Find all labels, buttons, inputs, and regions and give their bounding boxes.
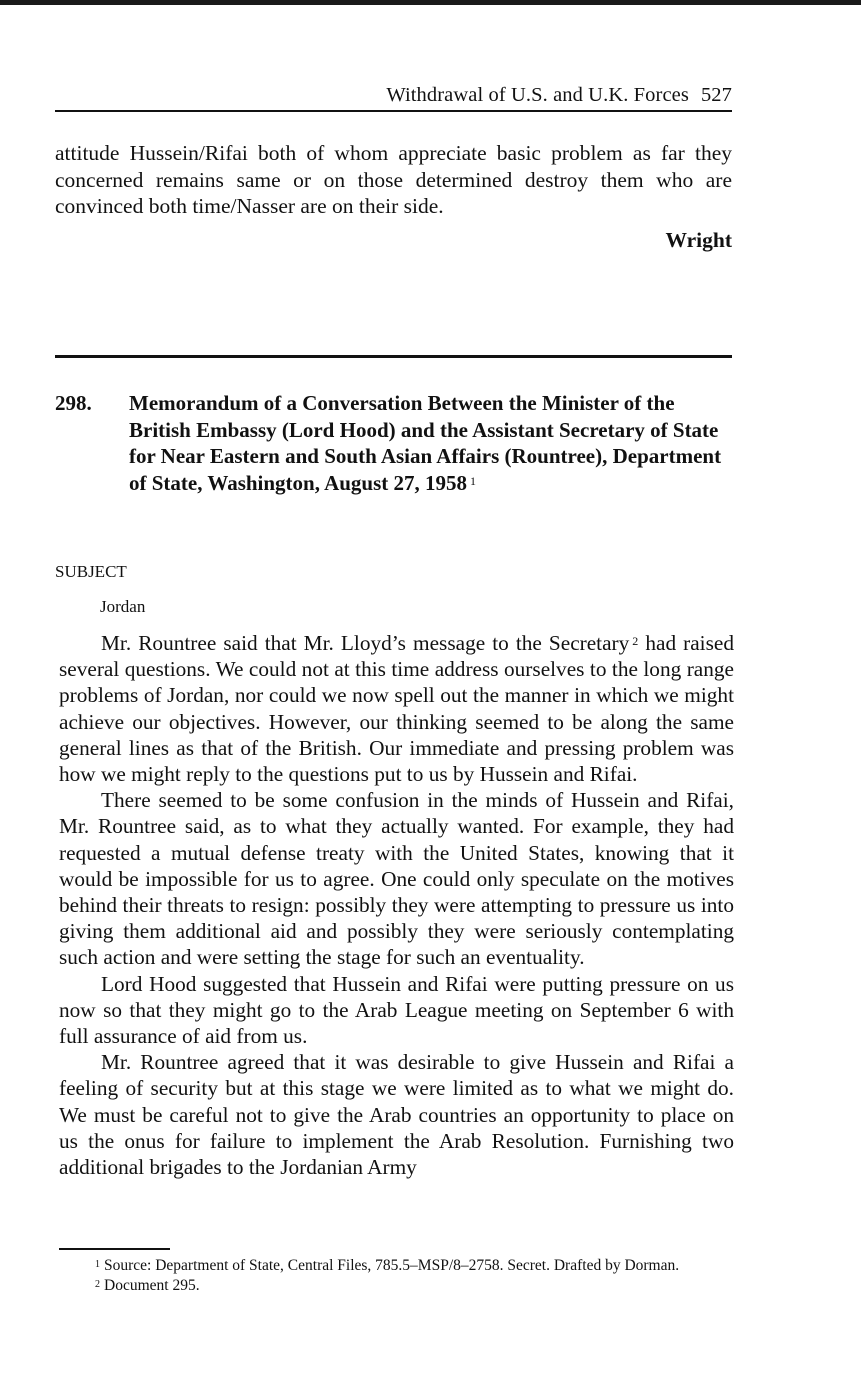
footnote-ref-2: 2 <box>632 634 639 648</box>
paragraph-3: Lord Hood suggested that Hussein and Rifai were putting pressure on us now so that they might go to the Arab League meeting on September 6 with full assurance of aid from us. <box>59 971 734 1049</box>
subject-label: SUBJECT <box>55 562 127 581</box>
paragraph-1-text-a: Mr. Rountree said that Mr. Lloyd’s message to the Secretary <box>101 631 630 655</box>
header-rule <box>55 110 732 112</box>
document-title <box>129 390 729 496</box>
footnote-1 <box>59 1256 736 1276</box>
page-top-edge <box>0 0 861 5</box>
paragraph-2: There seemed to be some confusion in the minds of Hussein and Rifai, Mr. Rountree said, as to what they actually wanted. For example, they had requested a mutual defense treaty with the United States, knowing that it would be impossible for us to agree. One could only speculate on the motives behind their threats to resign: possibly they were attempting to pressure us into giving them additional aid and possibly they were seriously contemplating such action and were setting the stage for such an eventuality. <box>59 788 734 970</box>
footnote-rule <box>59 1248 170 1250</box>
subject-value: Jordan <box>100 597 146 616</box>
footnote-ref-1: 1 <box>470 473 477 488</box>
paragraph-1-text-b: had raised several questions. We could not at this time address ourselves to the long range problems of Jordan, nor could we now spell out the manner in which we might achieve our objectives. However, our thinking seemed to be along the same general lines as that of the British. Our immediate and pressing problem was how we might reply to the questions put to us by Hussein and Rifai. <box>59 631 734 787</box>
running-head-title: Withdrawal of U.S. and U.K. Forces <box>386 84 689 106</box>
paragraph-1 <box>59 630 734 787</box>
paragraph-4: Mr. Rountree agreed that it was desirable to give Hussein and Rifai a feeling of security but at this stage we were limited as to what we might do. We must be careful not to give the Arab countries an opportunity to place on us the onus for failure to implement the Arab Resolution. Furnishing two additional brigades to the Jordanian Army <box>59 1050 734 1180</box>
footnote-2-text: Document 295. <box>104 1277 200 1294</box>
footnote-2-number: 2 <box>95 1279 100 1290</box>
footnote-1-text: Source: Department of State, Central Files, 785.5–MSP/8–2758. Secret. Drafted by Dorman. <box>104 1257 680 1274</box>
signature: Wright <box>665 228 732 252</box>
document-number: 298. <box>55 391 92 415</box>
document-title-text: Memorandum of a Conversation Between the Minister of the British Embassy (Lord Hood) and the Assistant Secretary of State for Near Eastern and South Asian Affairs (Rountree), Department of State, Washington, August 27, 1958 <box>129 391 722 495</box>
footnote-2 <box>59 1276 736 1296</box>
section-rule <box>55 355 732 358</box>
footnotes <box>59 1256 736 1296</box>
running-head <box>55 84 732 107</box>
footnote-1-number: 1 <box>95 1259 100 1270</box>
memorandum-body <box>59 630 734 1180</box>
page-number: 527 <box>700 84 732 106</box>
previous-document-closing-text: attitude Hussein/Rifai both of whom appreciate basic problem as far they concerned remains same or on those determined destroy them who are convinced both time/Nasser are on their side. <box>55 141 732 218</box>
